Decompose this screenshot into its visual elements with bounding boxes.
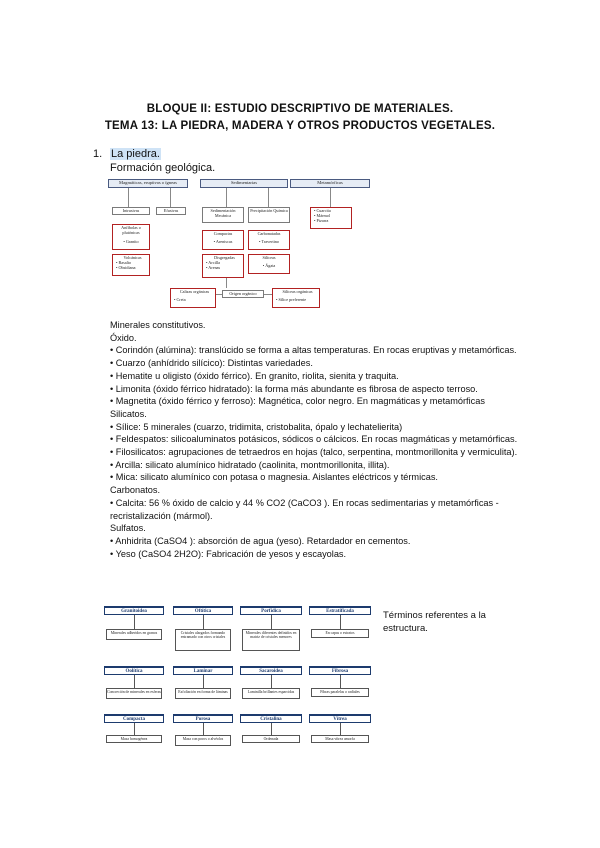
diagram-box-efusivas: Efusivas [156, 207, 186, 215]
diagram-box-volcanicas: Volcánicas • Basalto • Obsidiana [112, 254, 150, 276]
structure-header: Sacaroidea [240, 666, 302, 675]
minerals-text [110, 319, 530, 560]
section-subheading: Formación geológica. [110, 162, 216, 174]
text-line: • Sílice: 5 minerales (cuarzo, tridimita, cristobalita, ópalo y lechatelierita) [110, 421, 403, 432]
text-line: • Arcilla: silicato alumínico hidratado (caolinita, montmorillonita, illita). [110, 459, 390, 470]
section-title: La piedra. [111, 148, 160, 160]
disgregadas-item: Arenas [208, 265, 221, 270]
metamorficas-item: Mármol [316, 213, 331, 218]
structure-description: Fibras paralelas o radiales [311, 688, 369, 697]
siliceas-organicas-label: Silíceas orgánicas [282, 289, 313, 294]
text-line: • Limonita (óxido férrico hidratado): la forma más abundante es fibrosa de aspecto terroso. [110, 383, 478, 394]
calizas-organicas-item: Creta [176, 297, 186, 302]
structure-header: Compacta [104, 714, 164, 723]
text-line: • Feldespatos: silicoaluminatos potásicos, sódicos o cálcicos. En rocas magmáticas y metamórficas. [110, 434, 518, 445]
structure-header: Granitoidea [104, 606, 164, 615]
structure-description: Concreción de minerales en esferas [106, 688, 162, 699]
text-line: Silicatos. [110, 408, 147, 419]
carbonatadas-label: Carbonatadas [257, 231, 281, 236]
structure-terms-note: Términos referentes a la estructura. [383, 610, 486, 634]
diagram-box-calizas-organicas: Calizas orgánicas • Creta [170, 288, 216, 308]
text-line: Carbonatos. [110, 485, 161, 496]
structure-description: En capas o estratos [311, 629, 369, 638]
structure-header: Porosa [173, 714, 233, 723]
siliceas-label: Silíceas [262, 255, 276, 260]
structure-description: Masa homogénea [106, 735, 162, 743]
diagram-box-origen-organico: Origen orgánico [222, 290, 264, 298]
structure-description: Minerales adheridos en granos [106, 629, 162, 640]
structure-header: Porfídica [240, 606, 302, 615]
diagram-box-siliceas: Silíceas • Ágata [248, 254, 290, 274]
document-title-line-1: BLOQUE II: ESTUDIO DESCRIPTIVO DE MATERIALES. [146, 103, 454, 115]
text-line: Sulfatos. [110, 523, 146, 534]
rock-formation-diagram [108, 178, 372, 314]
text-line: • Hematite u oligisto (óxido férrico). En granito, riolita, sienita y traquita. [110, 370, 399, 381]
text-line: Minerales constitutivos. [110, 320, 206, 330]
diagram-box-intrusivas: Intrusivas [112, 207, 150, 215]
diagram-box-metamorficas-list: • Cuarcita • Mármol • Pizarra [310, 207, 352, 229]
text-line: • Cuarzo (anhídrido silícico): Distintas variedades. [110, 358, 313, 369]
disgregadas-label: Disgregadas [214, 255, 235, 260]
diagram-box-siliceas-organicas: Silíceas orgánicas • Sílice preferente [272, 288, 320, 308]
structure-description: Masa vítrea amorfa [311, 735, 369, 743]
compactas-label: Compactas [213, 231, 233, 236]
diagram-header-sedimentarias: Sedimentarias [200, 179, 288, 188]
diagram-box-plutonicas: Anfíbolas o plutónicas • Granito [112, 224, 150, 250]
structure-header: Oolítica [104, 666, 164, 675]
carbonatadas-item: Travertino [261, 239, 279, 244]
diagram-box-precipitacion-quimica: Precipitación Química [248, 207, 290, 223]
calizas-organicas-label: Calizas orgánicas [179, 289, 210, 294]
structure-header: Fibrosa [309, 666, 371, 675]
structure-description: Ordenada [242, 735, 300, 743]
diagram-header-metamorficas: Metamórficas [290, 179, 370, 188]
plutonicas-item: Granito [125, 239, 139, 244]
diagram-box-disgregadas: Disgregadas • Arcilla • Arenas [202, 254, 244, 278]
volcanicas-label: Volcánicas [123, 255, 142, 260]
text-line: • Calcita: 56 % óxido de calcio y 44 % CO2 (CaCO3 ). En rocas sedimentarias y metamórficas - recristalización (mármol). [110, 497, 499, 521]
diagram-box-sedimentacion-mecanica: Sedimentación Mecánica [202, 207, 244, 223]
document-title-line-2: TEMA 13: LA PIEDRA, MADERA Y OTROS PRODUCTOS VEGETALES. [104, 120, 496, 132]
diagram-box-compactas: Compactas • Areniscas [202, 230, 244, 250]
structure-header: Vítrea [309, 714, 371, 723]
structure-header: Cristalina [240, 714, 302, 723]
compactas-item: Areniscas [215, 239, 233, 244]
siliceas-organicas-item: Sílice preferente [278, 297, 307, 302]
structure-description: Laminilla brillantes esparcidas [242, 688, 300, 699]
text-line: • Corindón (alúmina): translúcido se forma a altas temperaturas. En rocas eruptivas y metamórficas. [110, 345, 517, 356]
metamorficas-item: Pizarra [316, 218, 329, 223]
text-line: • Yeso (CaSO4 2H2O): Fabricación de yesos y escayolas. [110, 548, 347, 559]
structure-description: Masa con poros o alvéolos [175, 735, 231, 746]
structure-description: Cristales alargados formando entramado con otros cristales [175, 629, 231, 651]
volcanicas-item: Basalto [118, 260, 132, 265]
diagram-box-carbonatadas: Carbonatadas • Travertino [248, 230, 290, 250]
text-line: • Magnetita (óxido férrico y ferroso): Magnética, color negro. En magmáticas y metamórficas [110, 396, 485, 407]
volcanicas-item: Obsidiana [118, 265, 136, 270]
plutonicas-label: Anfíbolas o plutónicas [121, 225, 141, 235]
structure-terms-diagram [104, 606, 372, 748]
text-line: Óxido. [110, 332, 137, 343]
disgregadas-item: Arcilla [208, 260, 220, 265]
section-number: 1. [93, 148, 103, 160]
structure-description: Minerales diferentes definidos en matriz de cristales menores [242, 629, 300, 651]
structure-header: Estratificada [309, 606, 371, 615]
text-line: • Filosilicatos: agrupaciones de tetraedros en hojas (talco, serpentina, montmorillonita y vermiculita). [110, 447, 518, 458]
text-line: • Mica: silicato alumínico con potasa o magnesia. Aislantes eléctricos y térmicas. [110, 472, 438, 483]
structure-description: Exfoliación en forma de láminas [175, 688, 231, 699]
diagram-header-magmaticas: Magmáticas, eruptivas o ígneas [108, 179, 188, 188]
text-line: • Anhidrita (CaSO4 ): absorción de agua (yeso). Retardador en cementos. [110, 535, 411, 546]
metamorficas-item: Cuarcita [316, 208, 331, 213]
siliceas-item: Ágata [265, 263, 276, 268]
structure-header: Laminar [173, 666, 233, 675]
structure-header: Oftítica [173, 606, 233, 615]
